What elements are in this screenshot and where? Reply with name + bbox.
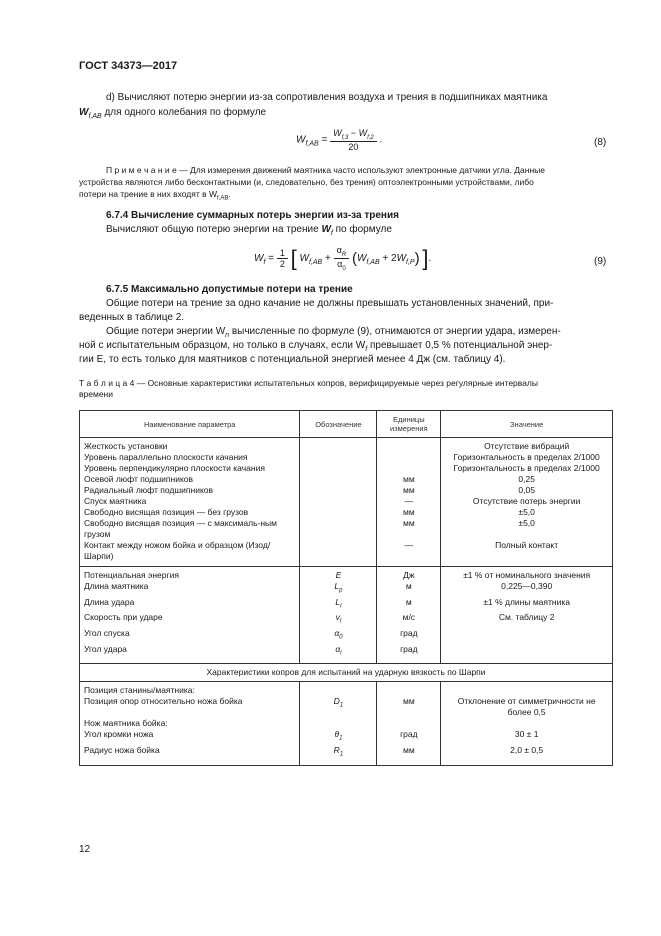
table-header-cell: Обозначение xyxy=(300,411,377,438)
table-cell xyxy=(300,718,377,729)
table-cell: Угол кромки ножа xyxy=(80,729,300,745)
table-span-row xyxy=(80,664,613,682)
table-cell: Свободно висящая позиция — без грузов xyxy=(80,507,300,518)
table-cell: мм xyxy=(377,745,441,765)
table-cell: — xyxy=(377,496,441,507)
table-row xyxy=(80,496,613,507)
table-cell: $D_1$ xyxy=(300,696,377,718)
table-cell xyxy=(300,540,377,567)
table-cell: Дж xyxy=(377,567,441,582)
table-cell xyxy=(300,463,377,474)
section-6-7-5-p2a: Общие потери энергии $W_n$ вычисленные по формуле (9), отнимаются от энергии удара, измерен- xyxy=(106,326,561,339)
table-cell: См. таблицу 2 xyxy=(441,612,613,628)
table-row xyxy=(80,644,613,664)
table-cell: мм xyxy=(377,518,441,540)
table-row xyxy=(80,581,613,597)
section-6-7-5-p2b: ной с испытательным образцом, но только в случаях, если $W_f$ превышает 0,5 % потенциальной энер- xyxy=(79,340,553,353)
table-cell xyxy=(377,438,441,453)
table-cell: 2,0 ± 0,5 xyxy=(441,745,613,765)
table-row xyxy=(80,567,613,582)
table-cell: 0,05 xyxy=(441,485,613,496)
table-cell: м xyxy=(377,581,441,597)
table-cell: E xyxy=(300,567,377,582)
table-cell: Позиция опор относительно ножа бойка xyxy=(80,696,300,718)
table-cell: Нож маятника бойка: xyxy=(80,718,300,729)
equation-8: $W_{f,AB}$ = $\frac{W_{f,3} - W_{f,2}}{20}$ . xyxy=(296,128,383,152)
table-cell xyxy=(300,474,377,485)
table-cell: Длина удара xyxy=(80,597,300,613)
table-row xyxy=(80,452,613,463)
document-header: ГОСТ 34373—2017 xyxy=(79,60,178,72)
table-cell xyxy=(300,438,377,453)
table-row xyxy=(80,463,613,474)
table-row xyxy=(80,540,613,567)
table-row xyxy=(80,518,613,540)
table-group-1 xyxy=(80,438,613,567)
section-6-7-5-p1a: Общие потери на трение за одно качание не должны превышать установленных значений, при- xyxy=(106,298,554,309)
table-cell xyxy=(441,644,613,664)
section-6-7-5-p1b: веденных в таблице 2. xyxy=(79,312,185,323)
table-cell xyxy=(441,718,613,729)
note: П р и м е ч а н и е — Для измерения движений маятника часто используют электронные датчики угла. Данные xyxy=(106,165,546,175)
table-cell: $\alpha_0$ xyxy=(300,628,377,644)
table-cell: Уровень перпендикулярно плоскости качания xyxy=(80,463,300,474)
table-row xyxy=(80,485,613,496)
table-cell: Угол удара xyxy=(80,644,300,664)
table-cell xyxy=(300,485,377,496)
table-cell: ±5,0 xyxy=(441,507,613,518)
table-header-cell: Значение xyxy=(441,411,613,438)
table-cell xyxy=(300,507,377,518)
table-cell: Свободно висящая позиция — с максималь-ным грузом xyxy=(80,518,300,540)
table-cell: 0,25 xyxy=(441,474,613,485)
para-d-line2: $W_{f,AB}$ для одного колебания по формуле xyxy=(79,107,267,120)
section-6-7-5-title: 6.7.5 Максимально допустимые потери на трение xyxy=(106,284,353,295)
table-cell: Горизонтальность в пределах 2/1000 xyxy=(441,463,613,474)
table-cell: $R_1$ xyxy=(300,745,377,765)
table-caption-line2: времени xyxy=(79,389,113,399)
equation-8-number: (8) xyxy=(594,137,607,148)
table-cell: Радиус ножа бойка xyxy=(80,745,300,765)
table-cell: Позиция станины/маятника: xyxy=(80,682,300,697)
table-cell: м/с xyxy=(377,612,441,628)
table-cell: Полный контакт xyxy=(441,540,613,567)
table-row xyxy=(80,474,613,485)
section-6-7-5-p2c: гии E, то есть только для маятников с потенциальной энергией менее 4 Дж (см. таблицу 4). xyxy=(79,354,506,365)
table-cell: мм xyxy=(377,474,441,485)
table-cell: Спуск маятника xyxy=(80,496,300,507)
table-cell: мм xyxy=(377,485,441,496)
table-row xyxy=(80,696,613,718)
table-cell: Длина маятника xyxy=(80,581,300,597)
table-cell: м xyxy=(377,597,441,613)
table-row xyxy=(80,438,613,453)
table-cell: Контакт между ножом бойка и образцом (Изод/Шарпи) xyxy=(80,540,300,567)
table-cell xyxy=(441,628,613,644)
table-row xyxy=(80,745,613,765)
table-row xyxy=(80,507,613,518)
table-cell: $\alpha_l$ xyxy=(300,644,377,664)
table-4 xyxy=(79,410,613,766)
table-cell xyxy=(300,496,377,507)
table-cell xyxy=(377,463,441,474)
table-cell: 0,225—0,390 xyxy=(441,581,613,597)
table-cell: Отсутствие вибраций xyxy=(441,438,613,453)
section-6-7-4-text: Вычисляют общую потерю энергии на трение $W_f$ по формуле xyxy=(106,224,392,237)
table-cell: Скорость при ударе xyxy=(80,612,300,628)
table-cell: $L_p$ xyxy=(300,581,377,597)
table-row xyxy=(80,597,613,613)
note-line3: потери на трение в них входят в $W_{f,AB}$. xyxy=(79,189,231,202)
table-cell: Радиальный люфт подшипников xyxy=(80,485,300,496)
table-cell: мм xyxy=(377,507,441,518)
table-cell: ±5,0 xyxy=(441,518,613,540)
table-cell: Угол спуска xyxy=(80,628,300,644)
table-cell: $L_l$ xyxy=(300,597,377,613)
table-cell: Отклонение от симметричности не более 0,5 xyxy=(441,696,613,718)
table-header-row xyxy=(80,411,613,438)
table-row xyxy=(80,729,613,745)
table-cell: ±1 % длины маятника xyxy=(441,597,613,613)
table-cell xyxy=(300,518,377,540)
table-cell: $\theta_1$ xyxy=(300,729,377,745)
table-group-2 xyxy=(80,567,613,664)
section-6-7-4-title: 6.7.4 Вычисление суммарных потерь энергии из-за трения xyxy=(106,210,399,221)
table-caption-line1: Т а б л и ц а 4 — Основные характеристики испытательных копров, верифицируемые через регулярные интервалы xyxy=(79,378,538,388)
table-cell xyxy=(377,452,441,463)
table-cell: мм xyxy=(377,696,441,718)
table-cell xyxy=(300,682,377,697)
table-row xyxy=(80,628,613,644)
table-header-cell: Наименование параметра xyxy=(80,411,300,438)
note-line2: устройства являются либо бесконтактными (и, следовательно, без трения) оптоэлектронными устройствами, либо xyxy=(79,177,534,187)
table-cell xyxy=(441,682,613,697)
table-cell: — xyxy=(377,540,441,567)
table-cell xyxy=(377,718,441,729)
table-cell: град xyxy=(377,628,441,644)
table-cell: град xyxy=(377,644,441,664)
page-number: 12 xyxy=(79,844,91,855)
table-cell: град xyxy=(377,729,441,745)
table-row xyxy=(80,612,613,628)
table-row xyxy=(80,682,613,697)
table-cell: $v_l$ xyxy=(300,612,377,628)
table-header-cell: Единицы измерения xyxy=(377,411,441,438)
table-cell: 30 ± 1 xyxy=(441,729,613,745)
table-group-3 xyxy=(80,682,613,765)
table-cell: Жесткость установки xyxy=(80,438,300,453)
table-cell: Осевой люфт подшипников xyxy=(80,474,300,485)
table-cell: Уровень параллельно плоскости качания xyxy=(80,452,300,463)
para-d-line1: d) Вычисляют потерю энергии из-за сопротивления воздуха и трения в подшипниках маятника xyxy=(106,92,548,103)
equation-9-number: (9) xyxy=(594,256,607,267)
table-cell: Потенциальная энергия xyxy=(80,567,300,582)
table-span-cell: Характеристики копров для испытаний на ударную вязкость по Шарпи xyxy=(80,664,613,682)
table-cell xyxy=(377,682,441,697)
table-row xyxy=(80,718,613,729)
table-cell: Горизонтальность в пределах 2/1000 xyxy=(441,452,613,463)
table-cell: ±1 % от номинального значения xyxy=(441,567,613,582)
table-cell: Отсутствие потерь энергии xyxy=(441,496,613,507)
table-cell xyxy=(300,452,377,463)
equation-9: $W_f$ = $\frac{1}{2}$ [ $W_{f,AB}$ + $\frac{\alpha_R}{\alpha_0}$ $(W_{f,AB} + 2W_{f,P})$ ]. xyxy=(254,245,432,272)
